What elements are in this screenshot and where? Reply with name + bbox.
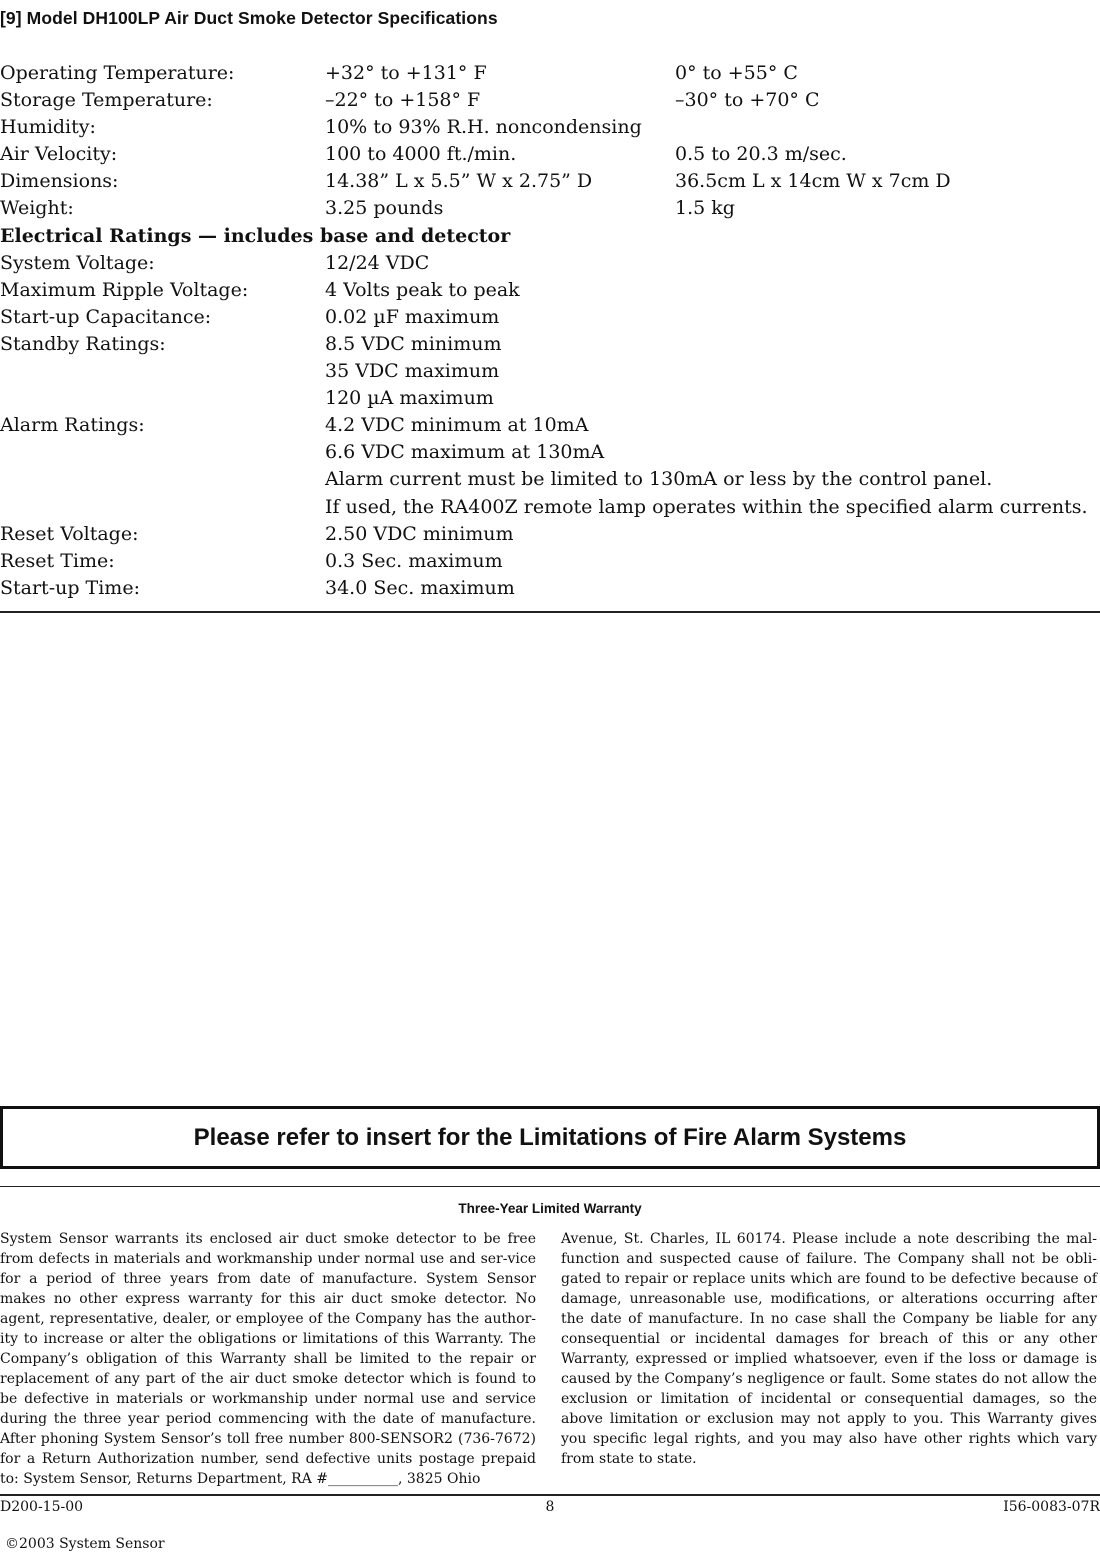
electrical-heading-row <box>0 223 1100 250</box>
spec-row-standby-ratings-cont <box>0 358 1100 385</box>
warranty-divider <box>0 1186 1100 1187</box>
spec-label: Operating Temperature: <box>0 62 235 84</box>
spec-row-alarm-ratings-cont <box>0 494 1100 521</box>
spec-label: Maximum Ripple Voltage: <box>0 278 249 301</box>
spec-label <box>0 494 325 521</box>
spec-metric: 0.5 to 20.3 m/sec. <box>675 143 847 166</box>
footer-page-number: 8 <box>545 1499 555 1515</box>
spec-metric: –30° to +70° C <box>675 89 820 112</box>
spec-value: 8.5 VDC minimum <box>325 332 502 355</box>
spec-label: Storage Temperature: <box>0 89 213 112</box>
spec-value: –22° to +158° F <box>325 89 481 112</box>
spec-value: 2.50 VDC minimum <box>325 522 514 545</box>
spec-value: 120 µA maximum <box>325 387 494 410</box>
spec-divider <box>0 611 1100 613</box>
spec-label <box>0 466 325 493</box>
footer-copyright: ©2003 System Sensor <box>5 1536 165 1552</box>
spec-value: 0.02 µF maximum <box>325 305 500 328</box>
spec-row-system-voltage <box>0 250 1100 277</box>
spec-value: 6.6 VDC maximum at 130mA <box>325 441 605 464</box>
spec-value: 100 to 4000 ft./min. <box>325 143 517 166</box>
spec-label: Standby Ratings: <box>0 332 166 355</box>
spec-value: 4.2 VDC minimum at 10mA <box>325 414 589 437</box>
spec-value: 35 VDC maximum <box>325 360 500 383</box>
spec-value: 10% to 93% R.H. noncondensing <box>325 116 642 139</box>
spec-label: Alarm Ratings: <box>0 414 145 437</box>
spec-label: Reset Time: <box>0 549 115 572</box>
spec-value: 12/24 VDC <box>325 251 430 274</box>
spec-label <box>0 385 325 412</box>
spec-row-standby-ratings-cont <box>0 385 1100 412</box>
spec-label: System Voltage: <box>0 251 155 274</box>
footer-divider <box>0 1494 1100 1496</box>
spec-row-ripple-voltage <box>0 277 1100 304</box>
spec-row-storage-temp <box>0 87 1100 114</box>
footer-part-number: I56-0083-07R <box>1003 1499 1100 1515</box>
spec-row-alarm-ratings-cont <box>0 466 1100 493</box>
spec-label: Reset Voltage: <box>0 522 139 545</box>
spec-row-dimensions <box>0 168 1100 195</box>
spec-label: Dimensions: <box>0 170 119 193</box>
spec-value: 4 Volts peak to peak <box>325 278 520 301</box>
spec-value: Alarm current must be limited to 130mA or less by the control panel. <box>325 468 993 491</box>
spec-value: +32° to +131° F <box>325 62 487 84</box>
spec-metric: 0° to +55° C <box>675 62 798 84</box>
spec-metric: 1.5 kg <box>675 197 735 220</box>
spec-label: Weight: <box>0 197 74 220</box>
spec-table <box>0 60 1100 602</box>
spec-value: 0.3 Sec. maximum <box>325 549 503 572</box>
spec-label: Air Velocity: <box>0 143 118 166</box>
spec-label: Humidity: <box>0 116 96 139</box>
spec-row-air-velocity <box>0 141 1100 168</box>
spec-metric <box>675 114 1100 141</box>
spec-value: 14.38” L x 5.5” W x 2.75” D <box>325 170 593 193</box>
spec-label: Start-up Time: <box>0 576 140 599</box>
section-title: [9] Model DH100LP Air Duct Smoke Detector Specifications <box>0 8 498 28</box>
footer-doc-code: D200-15-00 <box>0 1499 84 1515</box>
spec-row-operating-temp <box>0 60 1100 87</box>
spec-row-reset-voltage <box>0 521 1100 548</box>
spec-label <box>0 358 325 385</box>
spec-metric: 36.5cm L x 14cm W x 7cm D <box>675 170 951 193</box>
spec-row-weight <box>0 195 1100 222</box>
limitations-notice-box <box>0 1106 1100 1169</box>
spec-value: If used, the RA400Z remote lamp operates within the specified alarm currents. <box>325 495 1088 518</box>
spec-row-reset-time <box>0 548 1100 575</box>
limitations-notice-text: Please refer to insert for the Limitations of Fire Alarm Systems <box>193 1123 907 1151</box>
spec-row-standby-ratings <box>0 331 1100 358</box>
spec-value: 3.25 pounds <box>325 197 444 220</box>
electrical-heading: Electrical Ratings — includes base and detector <box>0 224 511 247</box>
warranty-text-col-2: Avenue, St. Charles, IL 60174. Please include a note describing the mal-function and suspected cause of failure. The Company shall not be obli-gated to repair or replace units which are found to be defective because of damage, unreasonable use, modifications, or alterations occurring after the date of manufacture. In no case shall the Company be liable for any consequential or incidental damages for breach of this or any other Warranty, expressed or implied whatsoever, even if the loss or damage is caused by the Company’s negligence or fault. Some states do not allow the exclusion or limitation of incidental or consequential damages, so the above limitation or exclusion may not apply to you. This Warranty gives you specific legal rights, and you may also have other rights which vary from state to state. <box>561 1231 1097 1467</box>
spec-row-alarm-ratings <box>0 412 1100 439</box>
warranty-text-col-1: System Sensor warrants its enclosed air duct smoke detector to be free from defects in materials and workmanship under normal use and ser-vice for a period of three years from date of manufacture. System Sensor makes no other express warranty for this air duct smoke detector. No agent, representative, dealer, or employee of the Company has the author-ity to increase or alter the obligations or limitations of this Warranty. The Company’s obligation of this Warranty shall be limited to the repair or replacement of any part of the air duct smoke detector which is found to be defective in materials or workmanship under normal use and service during the three year period commencing with the date of manufacture. After phoning System Sensor’s toll free number 800-SENSOR2 (736-7672) for a Return Authorization number, send defective units postage prepaid to: System Sensor, Returns Department, RA #__________, 3825 Ohio <box>0 1231 536 1487</box>
spec-row-humidity <box>0 114 1100 141</box>
spec-row-startup-capacitance <box>0 304 1100 331</box>
spec-value: 34.0 Sec. maximum <box>325 576 515 599</box>
spec-row-alarm-ratings-cont <box>0 439 1100 466</box>
warranty-title: Three-Year Limited Warranty <box>458 1201 642 1216</box>
spec-label: Start-up Capacitance: <box>0 305 212 328</box>
spec-row-startup-time <box>0 575 1100 602</box>
spec-label <box>0 439 325 466</box>
